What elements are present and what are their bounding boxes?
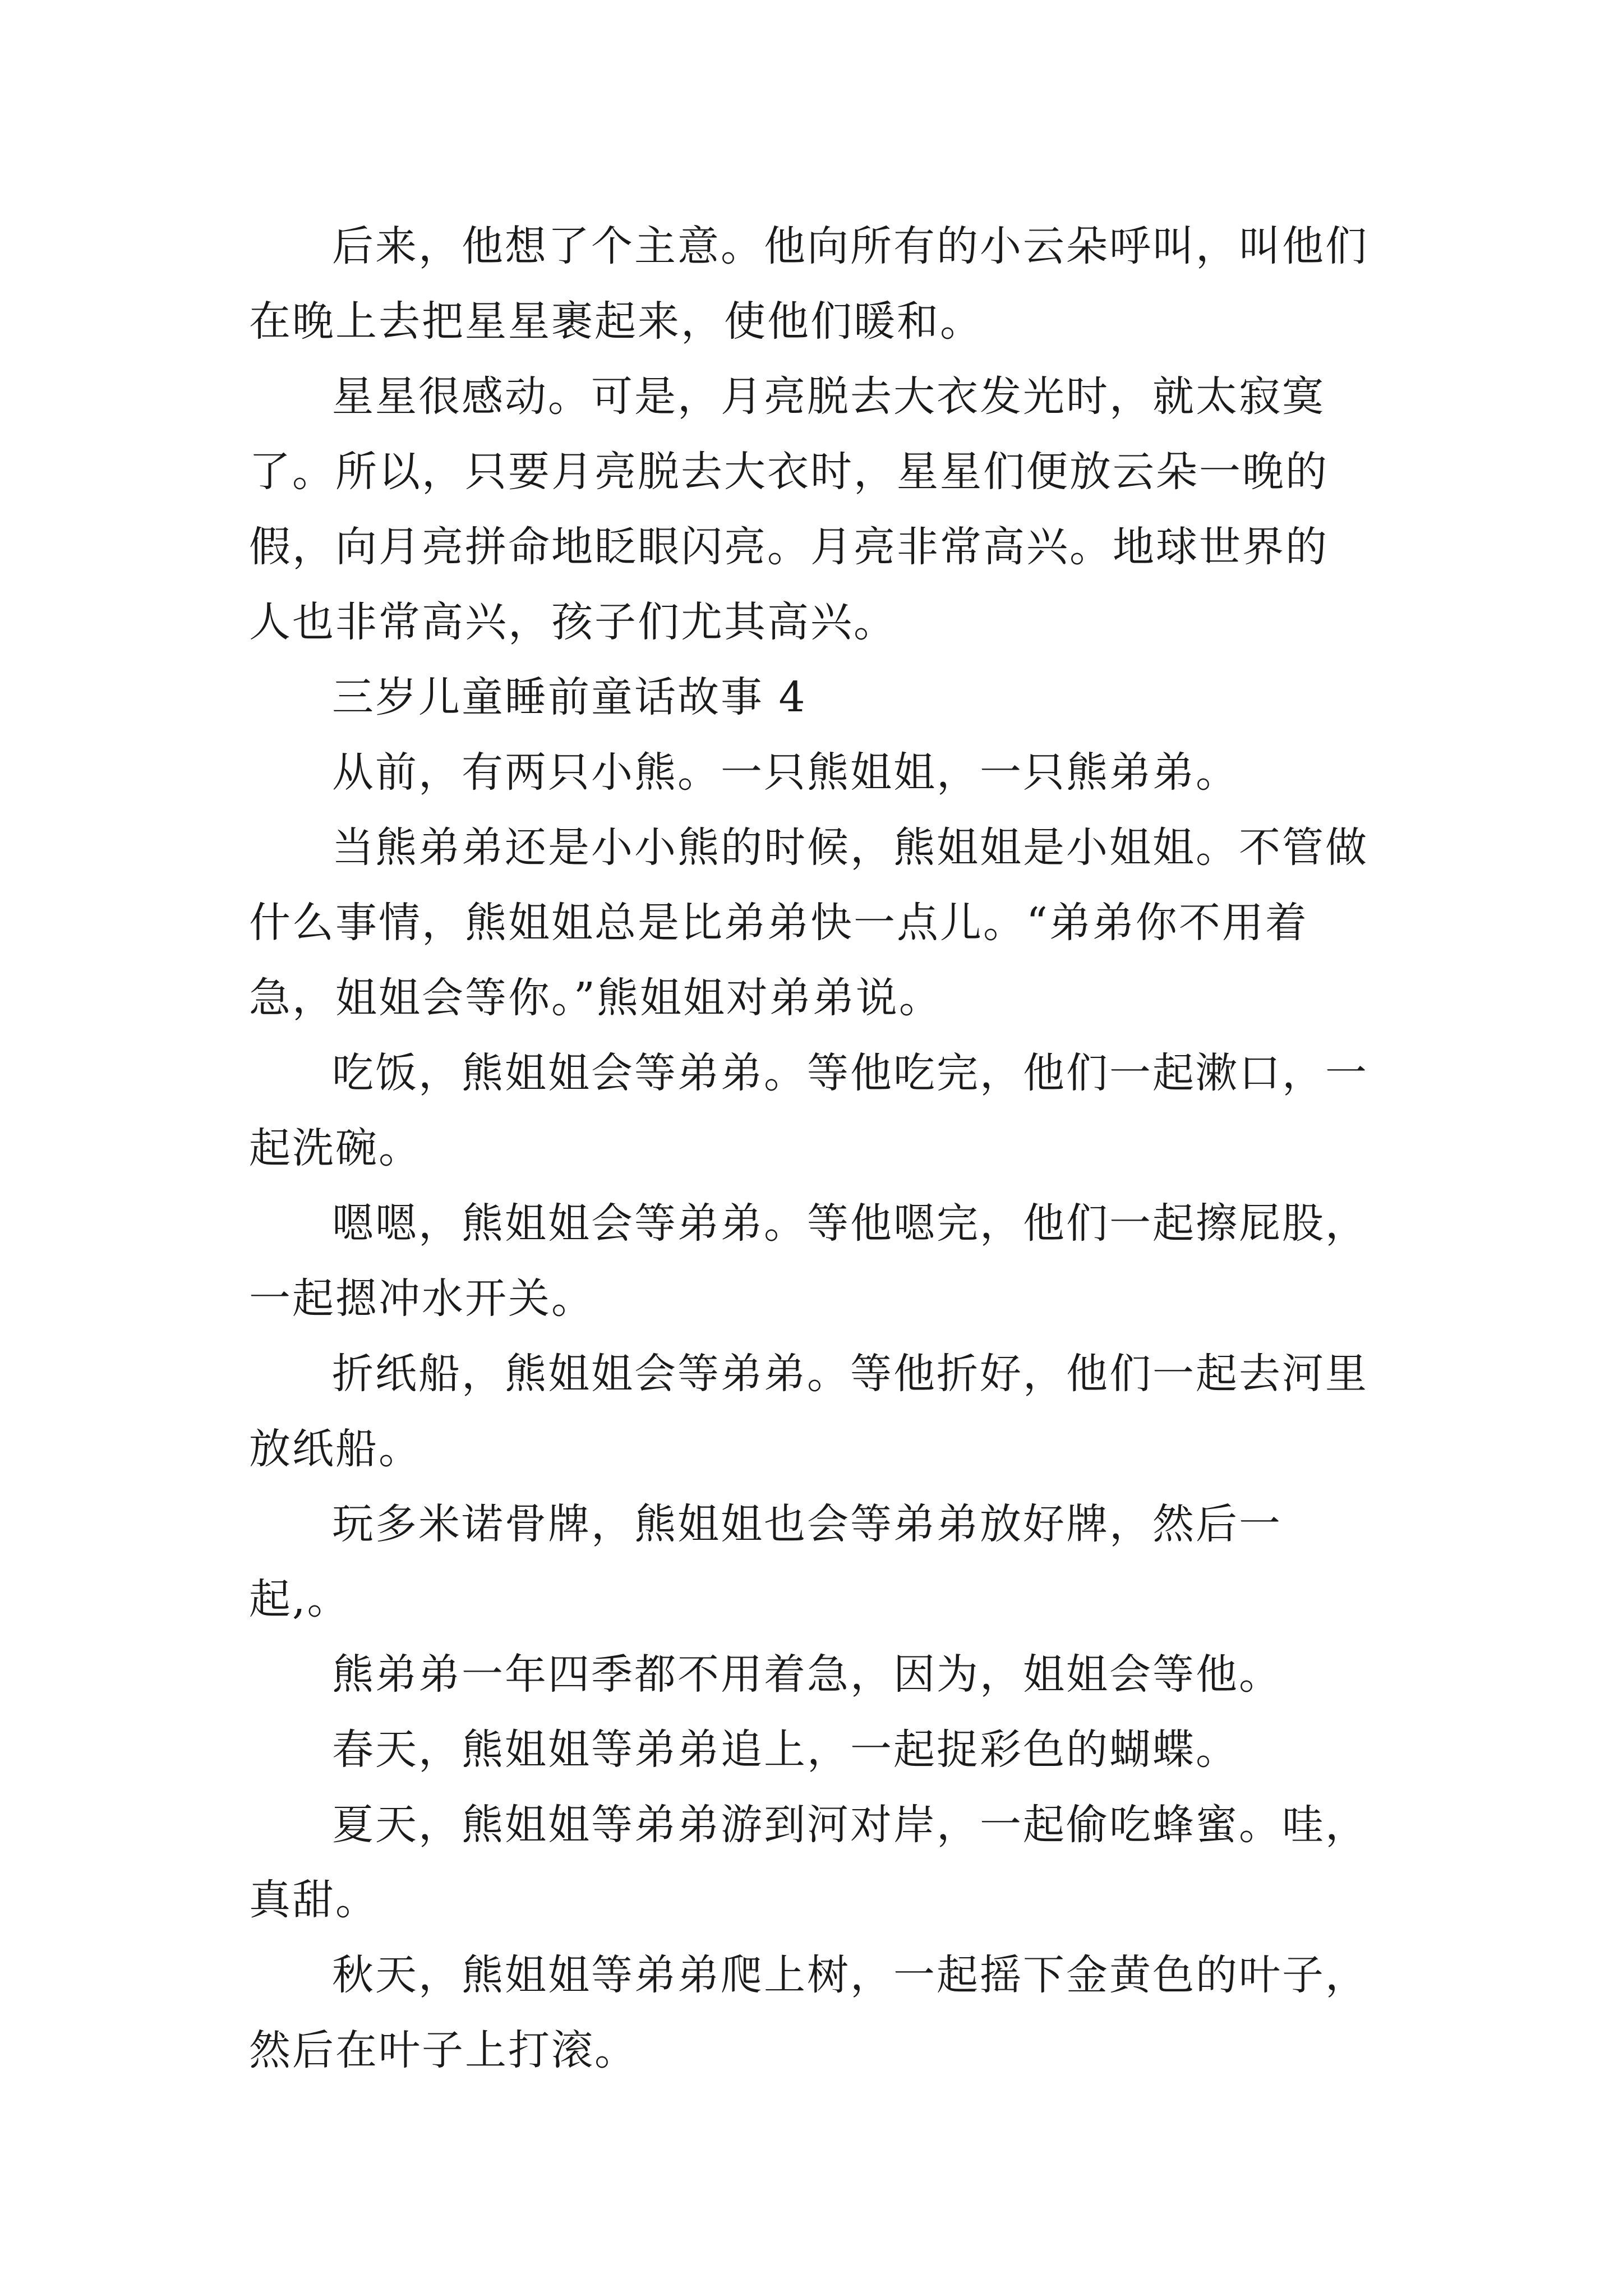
paragraph: 玩多米诺骨牌，熊姐姐也会等弟弟放好牌，然后一起,。 xyxy=(249,1500,1282,1623)
paragraph: 春天，熊姐姐等弟弟追上，一起捉彩色的蝴蝶。 xyxy=(332,1726,1239,1774)
document-body xyxy=(249,209,1371,2088)
paragraph: 从前，有两只小熊。一只熊姐姐，一只熊弟弟。 xyxy=(332,748,1239,797)
paragraph: 吃饭，熊姐姐会等弟弟。等他吃完，他们一起漱口，一起洗碗。 xyxy=(249,1049,1368,1172)
paragraph: 星星很感动。可是，月亮脱去大衣发光时，就太寂寞了。所以，只要月亮脱去大衣时，星星们便放云朵一晚的假，向月亮拼命地眨眼闪亮。月亮非常高兴。地球世界的人也非常高兴，孩子们尤其高兴。 xyxy=(249,372,1329,646)
section-heading: 三岁儿童睡前童话故事 4 xyxy=(332,673,807,721)
paragraph: 夏天，熊姐姐等弟弟游到河对岸，一起偷吃蜂蜜。哇，真甜。 xyxy=(249,1801,1368,1924)
paragraph: 秋天，熊姐姐等弟弟爬上树，一起摇下金黄色的叶子，然后在叶子上打滚。 xyxy=(249,1951,1368,2074)
paragraph: 后来，他想了个主意。他向所有的小云朵呼叫，叫他们在晚上去把星星裹起来，使他们暖和。 xyxy=(249,222,1368,346)
paragraph: 折纸船，熊姐姐会等弟弟。等他折好，他们一起去河里放纸船。 xyxy=(249,1350,1368,1473)
paragraph: 嗯嗯，熊姐姐会等弟弟。等他嗯完，他们一起擦屁股，一起摁冲水开关。 xyxy=(249,1199,1368,1323)
paragraph: 当熊弟弟还是小小熊的时候，熊姐姐是小姐姐。不管做什么事情，熊姐姐总是比弟弟快一点儿。“弟弟你不用着急，姐姐会等你。”熊姐姐对弟弟说。 xyxy=(249,823,1368,1022)
paragraph: 熊弟弟一年四季都不用着急，因为，姐姐会等他。 xyxy=(332,1650,1282,1699)
